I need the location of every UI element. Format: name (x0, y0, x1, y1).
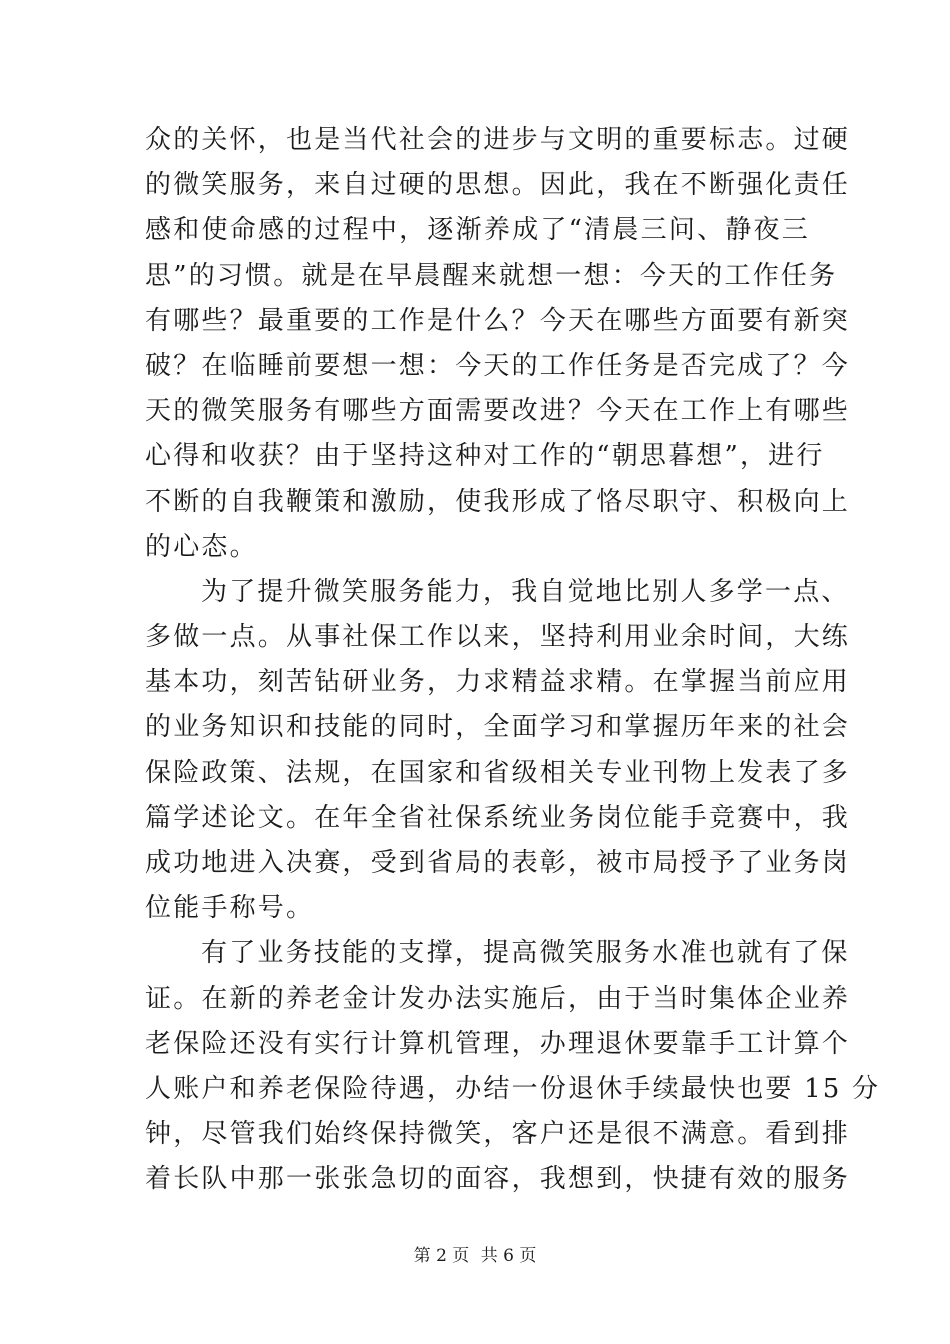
page-total: 共 6 页 (480, 1246, 537, 1266)
text-line: 老保险还没有实行计算机管理，办理退休要靠手工计算个 (145, 1028, 851, 1059)
text-line: 着长队中那一张张急切的面容，我想到，快捷有效的服务 (145, 1164, 851, 1195)
text-line: 有了业务技能的支撑，提高微笑服务水准也就有了保 (201, 938, 850, 969)
text-line: 的业务知识和技能的同时，全面学习和掌握历年来的社会 (145, 712, 851, 743)
text-line: 不断的自我鞭策和激励，使我形成了恪尽职守、积极向上 (145, 486, 851, 517)
text-line: 众的关怀，也是当代社会的进步与文明的重要标志。过硬 (145, 125, 851, 155)
text-line: 有哪些？最重要的工作是什么？今天在哪些方面要有新突 (145, 305, 851, 336)
text-line: 篇学述论文。在年全省社保系统业务岗位能手竞赛中，我 (145, 802, 851, 833)
document-body (145, 118, 881, 1203)
text-line: 多做一点。从事社保工作以来，坚持利用业余时间，大练 (145, 622, 851, 653)
text-line: 基本功，刻苦钻研业务，力求精益求精。在掌握当前应用 (145, 667, 851, 698)
paragraph (145, 931, 881, 1202)
page-number: 第 2 页 (413, 1246, 470, 1266)
text-line: 天的微笑服务有哪些方面需要改进？今天在工作上有哪些 (145, 396, 851, 427)
text-line: 的微笑服务，来自过硬的思想。因此，我在不断强化责任 (145, 170, 851, 201)
text-line: 保险政策、法规，在国家和省级相关专业刊物上发表了多 (145, 757, 851, 788)
page-footer (0, 1241, 950, 1266)
text-line: 破？在临睡前要想一想：今天的工作任务是否完成了？今 (145, 350, 851, 381)
text-line: 钟，尽管我们始终保持微笑，客户还是很不满意。看到排 (145, 1119, 851, 1150)
text-line: 的心态。 (145, 531, 258, 562)
text-line: 位能手称号。 (145, 893, 315, 924)
text-line: 人账户和养老保险待遇，办结一份退休手续最快也要 15 分 (145, 1073, 881, 1104)
text-line: 成功地进入决赛，受到省局的表彰，被市局授予了业务岗 (145, 848, 851, 878)
paragraph (145, 118, 851, 570)
text-line: 感和使命感的过程中，逐渐养成了“清晨三问、静夜三 (145, 215, 810, 246)
paragraph (145, 570, 851, 932)
text-line: 心得和收获？由于坚持这种对工作的“朝思暮想”，进行 (145, 441, 825, 472)
text-line: 证。在新的养老金计发办法实施后，由于当时集体企业养 (145, 983, 851, 1014)
text-line: 为了提升微笑服务能力，我自觉地比别人多学一点、 (201, 576, 850, 607)
text-line: 思”的习惯。就是在早晨醒来就想一想：今天的工作任务 (145, 260, 838, 291)
